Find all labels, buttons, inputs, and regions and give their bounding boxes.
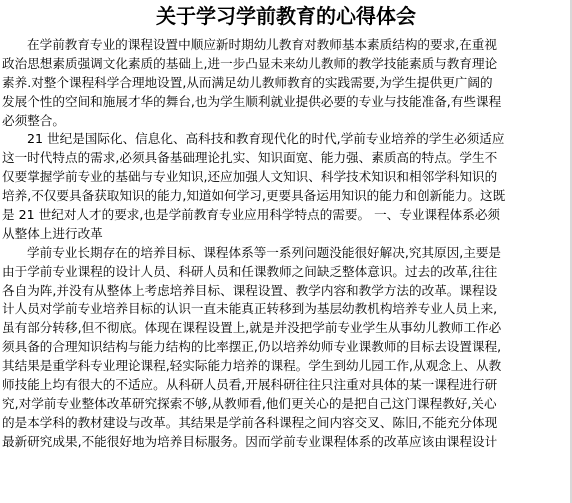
text-line: 发展个性的空间和施展才华的舞台,也为学生顺利就业提供必要的专业与技能准备,有些课程	[2, 93, 502, 109]
text-line: 培养,不仅要具备获取知识的能力,知道如何学习,更要具备运用知识的能力和创新能力。这既	[2, 188, 506, 204]
page-title: 关于学习学前教育的心得体会	[156, 4, 416, 28]
text-line: 究,对学前专业整体改革研究探索不够,从教师看,他们更关心的是把自己这门课程教好,关心	[2, 395, 497, 411]
text-line: 素养.对整个课程科学合理地设置,从而满足幼儿教师教育的实践需要,为学生提供更广阔的	[2, 74, 493, 90]
text-line: 是 21 世纪对人才的要求,也是学前教育专业应用科学特点的需要。 一、专业课程体系必须	[2, 207, 501, 223]
text-line: 仅要掌握学前专业的基础与专业知识,还应加强人文知识、科学技术知识和相邻学科知识的	[2, 169, 498, 185]
text-line: 从整体上进行改革	[2, 225, 103, 241]
text-line: 师技能上均有很大的不适应。从科研人员看,开展科研往往只注重对具体的某一课程进行研	[2, 377, 498, 393]
text-line: 其结果是重学科专业理论课程,轻实际能力培养的课程。学生到幼儿园工作,从观念上、从教	[2, 358, 502, 374]
text-line: 政治思想素质强调文化素质的基础上,进一步凸显未来幼儿教师的教学技能素质与教育理论	[2, 55, 498, 71]
text-line: 须具备的合理知识结构与能力结构的比率摆正,仍以培养幼师专业课教师的目标去设置课程,	[2, 339, 502, 355]
text-line: 由于学前专业课程的设计人员、科研人员和任课教师之间缺乏整体意识。过去的改革,往往	[2, 263, 498, 279]
text-line: 21 世纪是国际化、信息化、高科技和教育现代化的时代,学前专业培养的学生必须适应	[27, 131, 505, 147]
text-line: 计人员对学前专业培养目标的认识一直未能真正转移到为基层幼教机构培养专业人员上来,	[2, 301, 498, 317]
text-line: 虽有部分转移,但不彻底。体现在课程设置上,就是并没把学前专业学生从事幼儿教师工作必	[2, 320, 502, 336]
text-line: 在学前教育专业的课程设置中顺应新时期幼儿教育对教师基本素质结构的要求,在重视	[27, 37, 497, 52]
text-line: 的是本学科的教材建设与改革。其结果是学前各科课程之间内容交叉、陈旧,不能充分体现	[2, 414, 498, 430]
text-line: 这一时代特点的需求,必须具备基础理论扎实、知识面宽、能力强、素质高的特点。学生不	[2, 150, 498, 166]
text-line: 学前专业长期存在的培养目标、课程体系等一系列问题没能很好解决,究其原因,主要是	[27, 244, 501, 260]
document-body	[2, 36, 570, 452]
text-line: 必须整合。	[2, 112, 65, 128]
text-line: 各自为阵,并没有从整体上考虑培养目标、课程设置、教学内容和教学方法的改革。课程设	[2, 282, 498, 298]
text-line: 最新研究成果,不能很好地为培养目标服务。因而学前专业课程体系的改革应该由课程设计	[2, 433, 498, 449]
